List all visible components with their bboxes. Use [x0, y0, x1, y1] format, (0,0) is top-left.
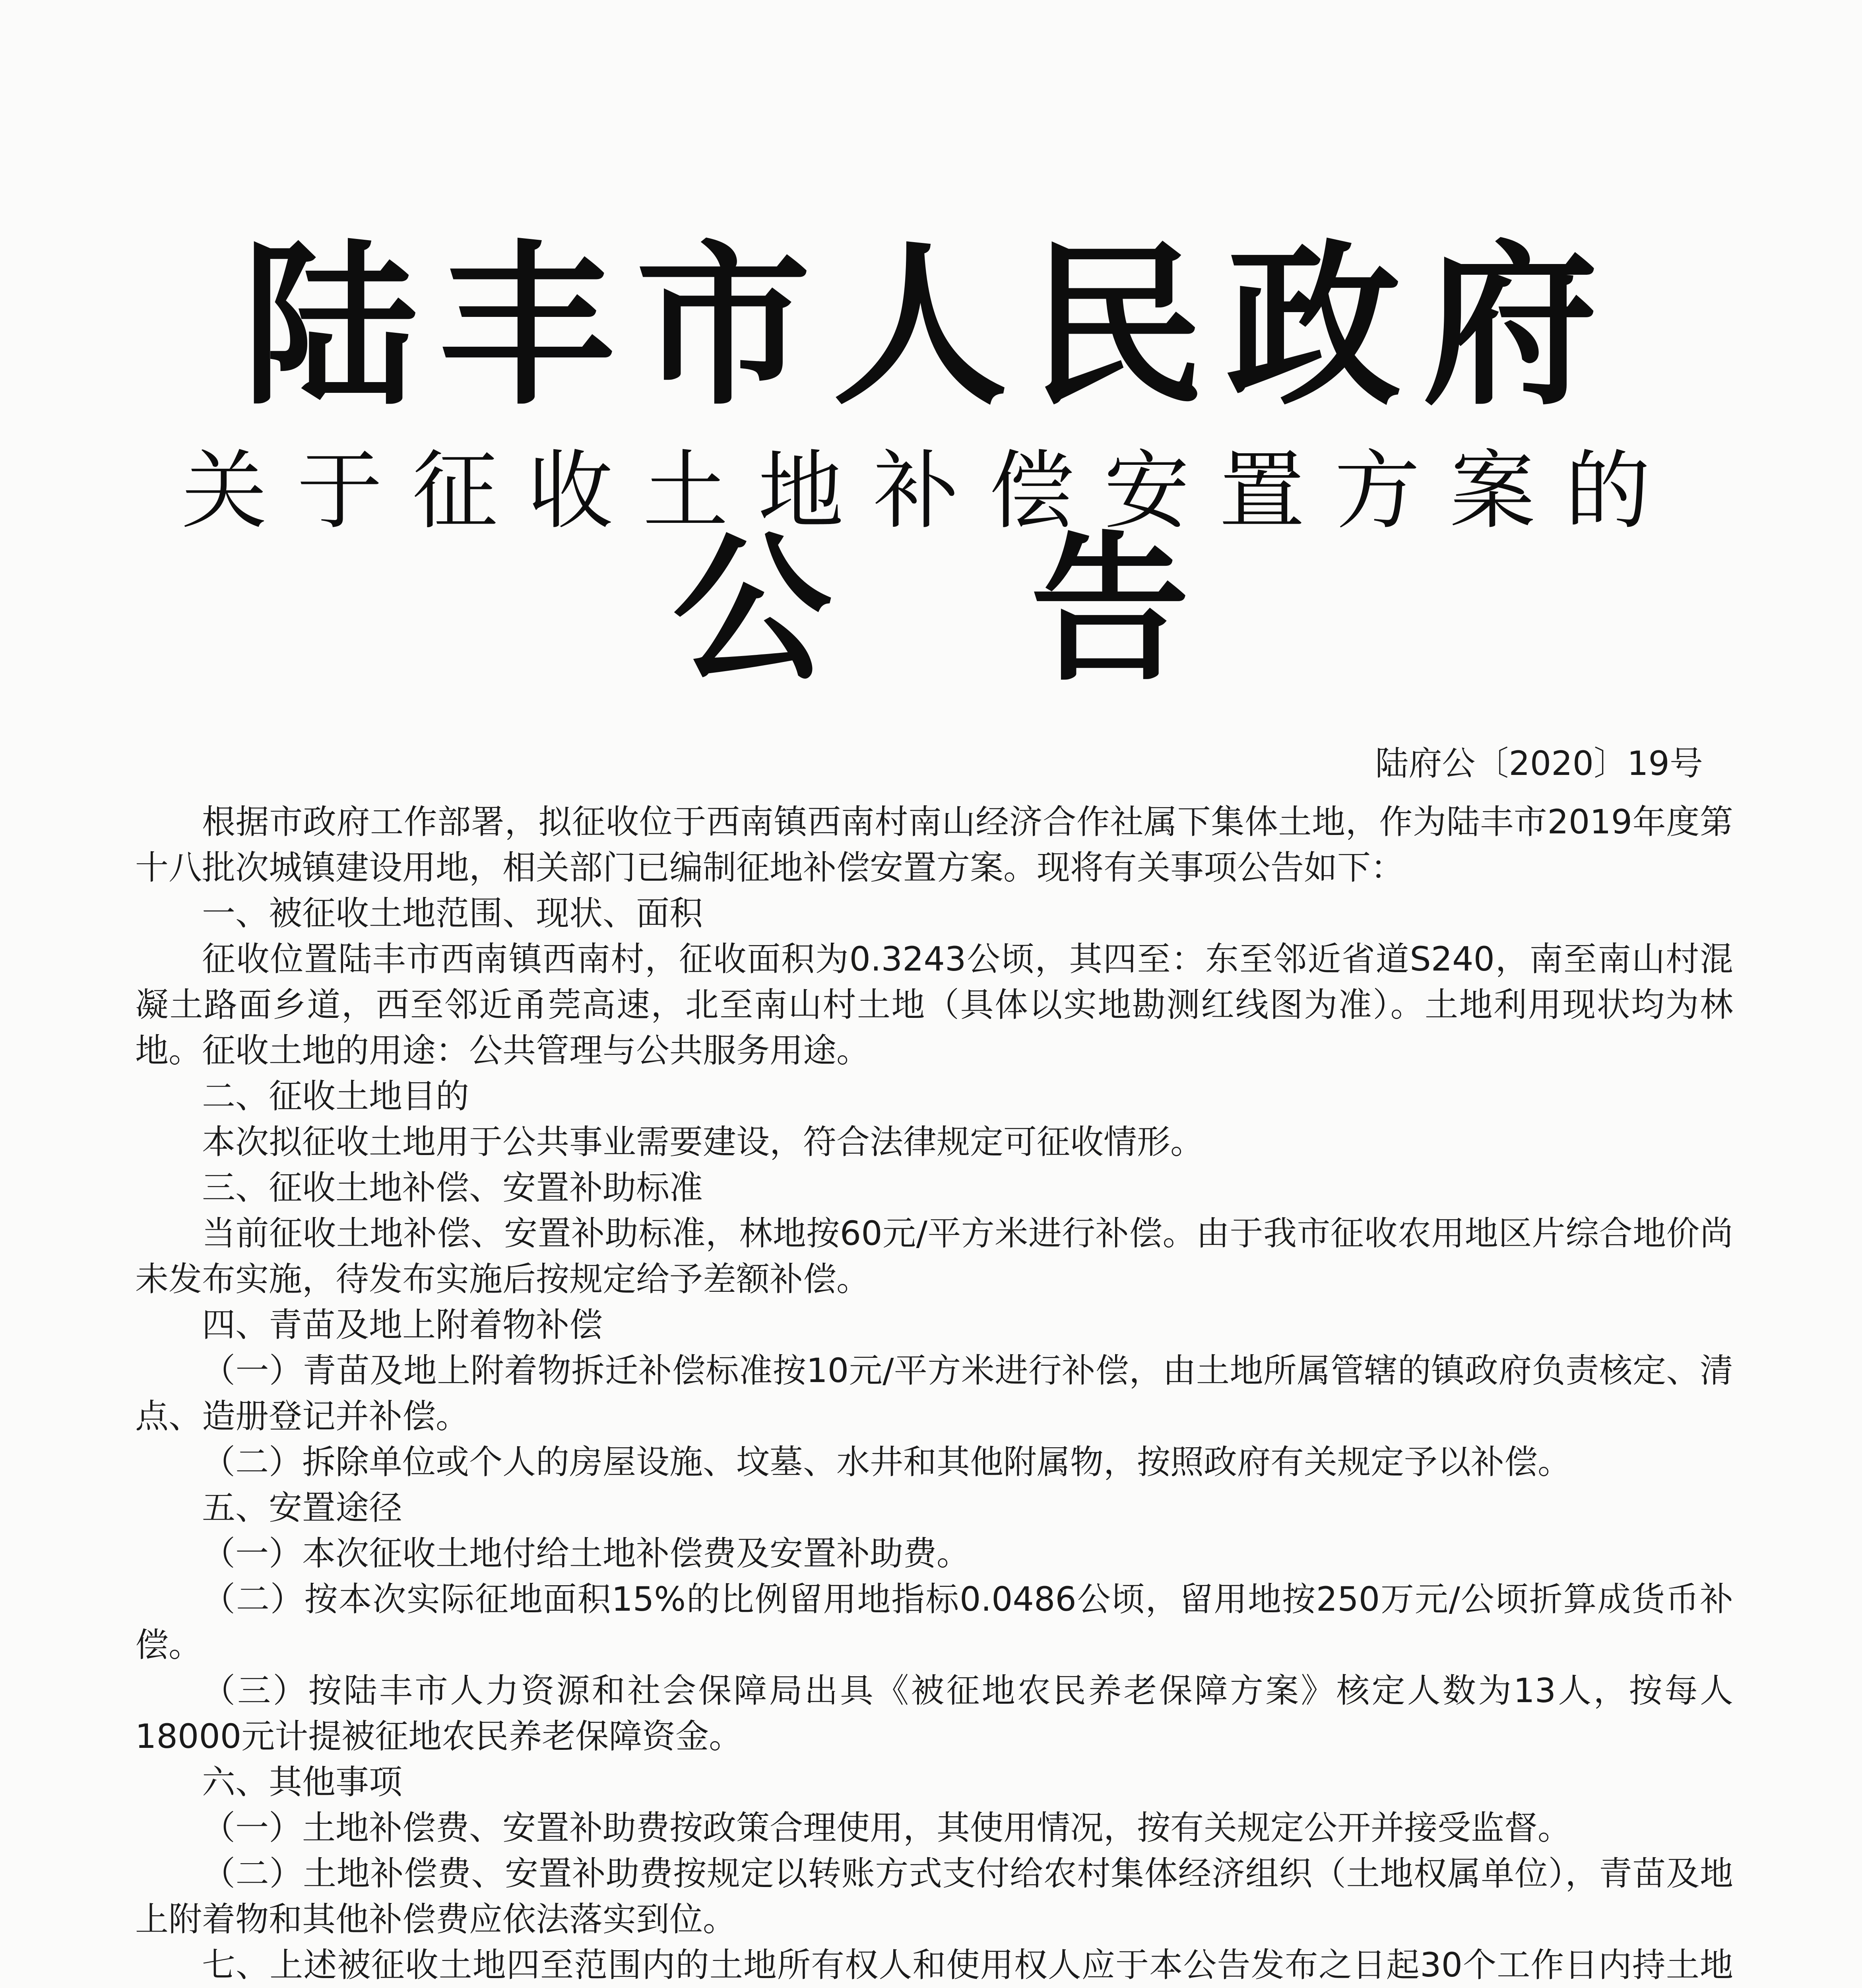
section-heading-2: 二、征收土地目的	[202, 1077, 469, 1116]
paragraph: （一）本次征收土地付给土地补偿费及安置补助费。	[202, 1534, 970, 1573]
section-heading-4: 四、青苗及地上附着物补偿	[202, 1305, 603, 1344]
paragraph: （二）土地补偿费、安置补助费按规定以转账方式支付给农村集体经济组织（土地权属单位），青苗及地上附着物和其他补偿费应依法落实到位。	[135, 1854, 1733, 1939]
paragraph: （一）土地补偿费、安置补助费按政策合理使用，其使用情况，按有关规定公开并接受监督。	[202, 1808, 1571, 1847]
document-notice-title: 公告	[673, 518, 1388, 703]
paragraph: （二）拆除单位或个人的房屋设施、坟墓、水井和其他附属物，按照政府有关规定予以补偿。	[202, 1442, 1571, 1481]
paragraph: 征收位置陆丰市西南镇西南村，征收面积为0.3243公顷，其四至：东至邻近省道S240，南至南山村混凝土路面乡道，西至邻近甬莞高速，北至南山村土地（具体以实地勘测红线图为准）。土地利用现状均为林地。征收土地的用途：公共管理与公共服务用途。	[135, 940, 1733, 1070]
paragraph: （二）按本次实际征地面积15%的比例留用地指标0.0486公顷，留用地按250万元/公顷折算成货币补偿。	[135, 1580, 1733, 1664]
paragraph: 当前征收土地补偿、安置补助标准，林地按60元/平方米进行补偿。由于我市征收农用地区片综合地价尚未发布实施，待发布实施后按规定给予差额补偿。	[135, 1214, 1733, 1299]
section-heading-5: 五、安置途径	[202, 1488, 403, 1527]
section-heading-6: 六、其他事项	[202, 1763, 403, 1802]
paragraph: （三）按陆丰市人力资源和社会保障局出具《被征地农民养老保障方案》核定人数为13人，按每人18000元计提被征地农民养老保障资金。	[135, 1671, 1733, 1756]
paragraph-section-7: 七、上述被征收土地四至范围内的土地所有权人和使用权人应于本公告发布之日起30个工作日内持土地	[202, 1945, 1733, 1984]
paragraph-intro: 根据市政府工作部署，拟征收位于西南镇西南村南山经济合作社属下集体土地，作为陆丰市2019年度第十八批次城镇建设用地，相关部门已编制征地补偿安置方案。现将有关事项公告如下：	[135, 802, 1733, 887]
section-heading-3: 三、征收土地补偿、安置补助标准	[202, 1168, 703, 1207]
document-number: 陆府公〔2020〕19号	[1375, 744, 1703, 783]
document-body	[135, 799, 1733, 1988]
document-subject-title: 关于征收土地补偿安置方案的	[182, 441, 1680, 541]
section-heading-1: 一、被征收土地范围、现状、面积	[202, 894, 703, 933]
document-issuer-title: 陆丰市人民政府	[242, 223, 1620, 429]
paragraph: （一）青苗及地上附着物拆迁补偿标准按10元/平方米进行补偿，由土地所属管辖的镇政府负责核定、清点、造册登记并补偿。	[135, 1351, 1733, 1436]
paragraph: 本次拟征收土地用于公共事业需要建设，符合法律规定可征收情形。	[202, 1122, 1204, 1161]
